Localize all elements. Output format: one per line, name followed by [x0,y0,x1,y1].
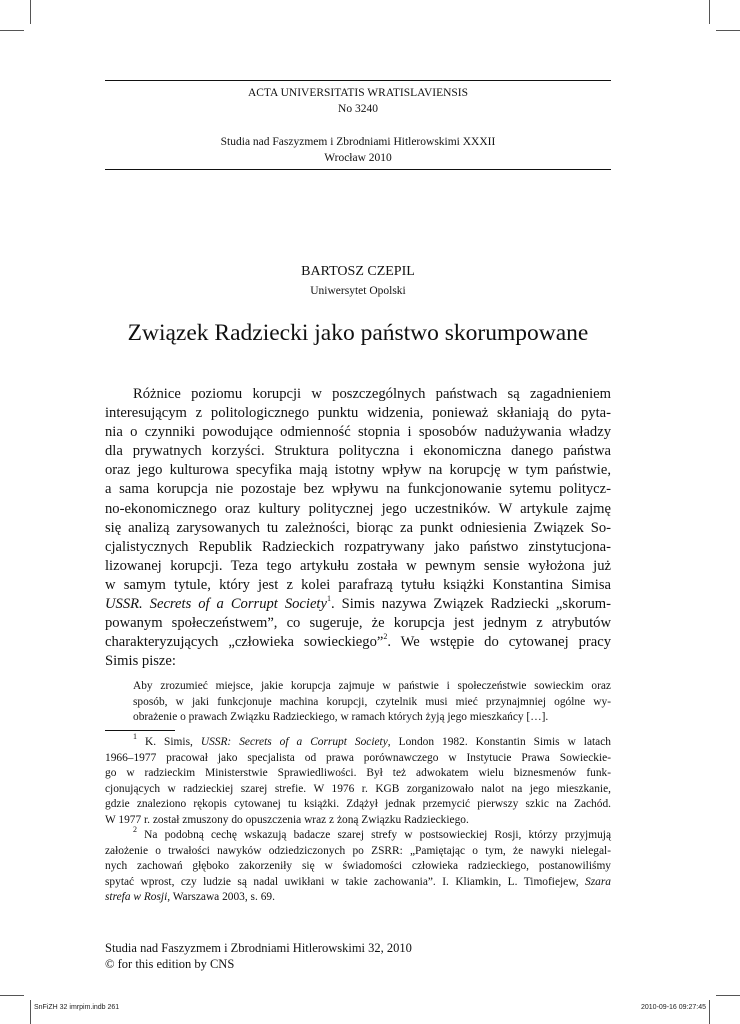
footnote-italic: USSR: Secrets of a Corrupt Society [200,736,388,748]
header-bottom-rule [105,169,611,170]
body-line-rest: . Simis nazywa Związek Radziecki „skorum- [330,596,611,613]
footnote-mark: 1 [133,732,137,742]
body-line: w samym tytule, który jest z kolei parafrazą tytułu książki Konstantina Simisa [105,576,611,593]
footnote-line [105,875,611,891]
body-text [105,385,611,671]
crop-mark [30,1000,31,1024]
body-line: dla prywatnych korzyści. Struktura polityczna i ekonomiczna danego państwa [105,443,611,460]
footnote-text: K. Simis, [137,736,201,748]
body-line: a sama korupcja nie pozostaje bez wpływu na funkcjonowanie sytemu politycz- [105,481,611,498]
footnote-line: W 1977 r. został zmuszony do opuszczenia wraz z żoną Związku Radzieckiego. [105,813,469,826]
footnote-1 [105,732,611,829]
footnote-line: 1966–1977 pracował jako specjalista od prawa porównawczego w Instytucie Prawa Sowieckie- [105,751,611,764]
footnote-text: spytać wprost, czy ludzie są nadal uwikłani w takie zachowania”. I. Kliamkin, L. Timofiejew, [105,875,586,888]
footnote-ref-1[interactable]: 1 [326,594,331,604]
body-line: interesującym z politologicznego punktu widzenia, ponieważ skłaniają do pyta- [105,405,611,422]
print-slug-file: SnFiZH 32 imrpim.indb 261 [34,1004,120,1011]
footnote-ref-2[interactable]: 2 [383,632,388,642]
block-quote [133,679,611,726]
footnote-mark: 2 [133,825,137,835]
crop-mark [709,0,710,24]
footnote-line [105,825,611,844]
footnote-text: , Warszawa 2003, s. 69. [167,891,275,904]
journal-number: No 3240 [338,103,378,115]
body-line-rest: . We wstępie do cytowanej pracy [387,634,612,651]
page-footer [105,940,412,972]
crop-mark [709,1000,710,1024]
print-slug-datetime: 2010-09-16 09:27:45 [641,1004,706,1011]
body-line [105,595,611,614]
footnote-italic: Szara [585,875,611,888]
quote-line: Aby zrozumieć miejsce, jakie korupcja zajmuje w państwie i społeczeństwie sowieckim oraz [133,680,611,692]
crop-mark [0,30,24,31]
crop-mark [716,30,740,31]
journal-name: ACTA UNIVERSITATIS WRATISLAVIENSIS [247,87,469,99]
body-line: się analizą zarysowanych tu zależności, biorąc za punkt odniesienia Związek So- [105,519,611,536]
body-line: cjalistycznych Republik Radzieckich rozpatrywany jako państwo zinstytucjona- [105,538,611,555]
author-affiliation: Uniwersytet Opolski [310,285,406,297]
footer-series: Studia nad Faszyzmem i Zbrodniami Hitlerowskimi 32, 2010 [105,941,412,955]
footnote-line [105,732,611,751]
crop-mark [0,995,24,996]
place-year: Wrocław 2010 [324,152,392,164]
body-line: powanym społeczeństwem”, co sugeruje, że korupcja jest jednym z atrybutów [105,615,611,632]
quote-line: sposób, w jaki funkcjonuje machina korupcji, czytelnik musi mieć przynajmniej ogólne wy- [133,695,611,708]
body-line: Simis pisze: [105,653,176,670]
body-line: lizowanej korupcji. Teza tego artykułu została w pewnym sensie wyłożona już [105,557,611,574]
footnote-line: nych zachowań głęboko zakorzeniły się w świadomości człowieka radzieckiego, postanowiliśmy [105,860,611,873]
footer-copyright: © for this edition by CNS [105,957,235,971]
footnote-line: gdzie znaleziono rękopis cytowanej tu książki. Zdążył jednak przemycić pierwszy szkic na Zachód. [105,798,611,811]
footnote-italic: strefa w Rosji [105,891,168,904]
author-name: BARTOSZ CZEPIL [301,264,415,279]
footnote-line: go w radzieckim Ministerstwie Sprawiedliwości. Był też adwokatem wielu biznesmenów funk- [105,767,611,780]
body-line: oraz jego kulturowa specyfika mają istotny wpływ na korupcję w tym państwie, [105,462,611,479]
footnote-2 [105,825,611,906]
footnote-text: Na podobną cechę wskazują badacze szarej strefy w postsowieckiej Rosji, którzy przyjmują [137,829,611,841]
article-title: Związek Radziecki jako państwo skorumpowane [127,320,589,346]
book-title-italic: USSR. Secrets of a Corrupt Society [105,596,327,613]
header-top-rule [105,80,611,81]
body-line-text: charakteryzujących „człowieka sowieckiego” [105,634,384,651]
footnote-line: założenie o trwałości nawyków odziedziczonych po ZSRR: „Pamiętając o tym, że nawyki nielegal- [105,844,611,857]
body-line [105,633,611,652]
footnote-text: , London 1982. Konstantin Simis w latach [387,736,611,748]
crop-mark [30,0,31,24]
body-line: Różnice poziomu korupcji w poszczególnych państwach są zagadnieniem [133,386,611,402]
series-title: Studia nad Faszyzmem i Zbrodniami Hitlerowskimi XXXII [220,136,496,148]
body-line: nia o czynniki powodujące odmienność stopnia i sposobów nadużywania władzy [105,424,611,441]
body-line: no-ekonomicznego oraz kultury politycznej jego uczestników. W artykule zajmę [105,500,611,517]
footnote-rule [105,730,175,731]
footnote-line [105,890,611,906]
footnote-line: cjonujących w radzieckiej szarej strefie. W 1976 r. KGB zorganizowało nalot na jego mieszkanie, [105,782,611,795]
paragraph [105,385,611,671]
quote-line: obrażenie o prawach Związku Radzieckiego, w ramach których żyją jego mieszkańcy […]. [133,711,549,724]
crop-mark [716,995,740,996]
